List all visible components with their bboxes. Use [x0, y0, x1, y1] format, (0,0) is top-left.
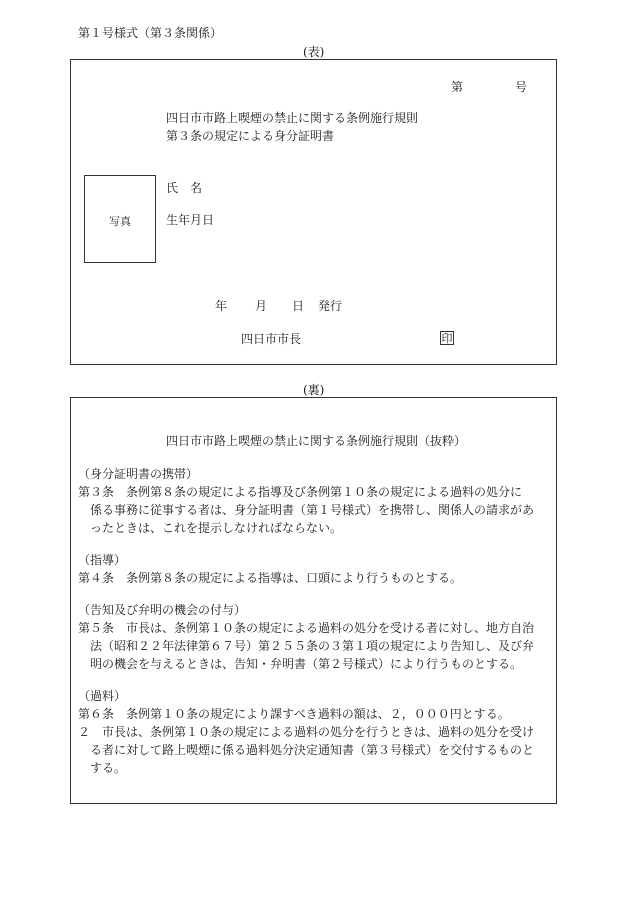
art6-para2-line3: する。 [90, 761, 127, 775]
art3-line2: 係る事務に従事する者は、身分証明書（第１号様式）を携帯し、関係人の請求があ [90, 503, 535, 517]
art5-line3: 明の機会を与えるときは、告知・弁明書（第２号様式）により行うものとする。 [90, 657, 523, 671]
art5-line1: 第５条 市長は、条例第１０条の規定による過料の処分を受ける者に対し、地方自治 [78, 621, 535, 635]
seal-mark: 印 [441, 332, 453, 345]
art6-para2-line2: る者に対して路上喫煙に係る過料処分決定通知書（第３号様式）を交付するものと [90, 743, 535, 757]
art5-title: （告知及び弁明の機会の付与） [78, 603, 247, 617]
form-title: 第１号様式（第３条関係） [78, 26, 223, 40]
front-heading-line1: 四日市市路上喫煙の禁止に関する条例施行規則 [166, 111, 419, 125]
front-label: (表) [303, 45, 325, 59]
art6-title: （過料） [78, 689, 127, 703]
art3-line1: 第３条 条例第８条の規定による指導及び条例第１０条の規定による過料の処分に [78, 485, 523, 499]
issue-month: 月 [255, 299, 268, 313]
number-prefix: 第 [451, 80, 464, 94]
issuer: 四日市市長 [241, 332, 302, 346]
issue-day: 日 [292, 299, 305, 313]
art6-para2-line1: ２ 市長は、条例第１０条の規定による過料の処分を行うときは、過料の処分を受け [78, 725, 535, 739]
art3-line3: ったときは、これを提示しなければならない。 [90, 521, 343, 535]
number-suffix: 号 [515, 80, 528, 94]
front-heading-line2: 第３条の規定による身分証明書 [166, 129, 335, 143]
back-label: (裏) [303, 383, 325, 397]
issue-year: 年 [215, 299, 228, 313]
back-heading: 四日市市路上喫煙の禁止に関する条例施行規則（抜粋） [166, 434, 467, 448]
art6-line1: 第６条 条例第１０条の規定により課すべき過料の額は、２，０００円とする。 [78, 707, 510, 721]
issue-label: 発行 [318, 299, 343, 313]
art5-line2: 法（昭和２２年法律第６７号）第２５５条の３第１項の規定により告知し、及び弁 [90, 639, 535, 653]
art4-line1: 第４条 条例第８条の規定による指導は、口頭により行うものとする。 [78, 571, 463, 585]
photo-label: 写真 [109, 215, 131, 228]
art3-title: （身分証明書の携帯） [78, 467, 199, 481]
art4-title: （指導） [78, 553, 127, 567]
name-label: 氏 名 [166, 181, 203, 195]
birth-label: 生年月日 [166, 213, 215, 227]
photo-box [84, 175, 156, 263]
